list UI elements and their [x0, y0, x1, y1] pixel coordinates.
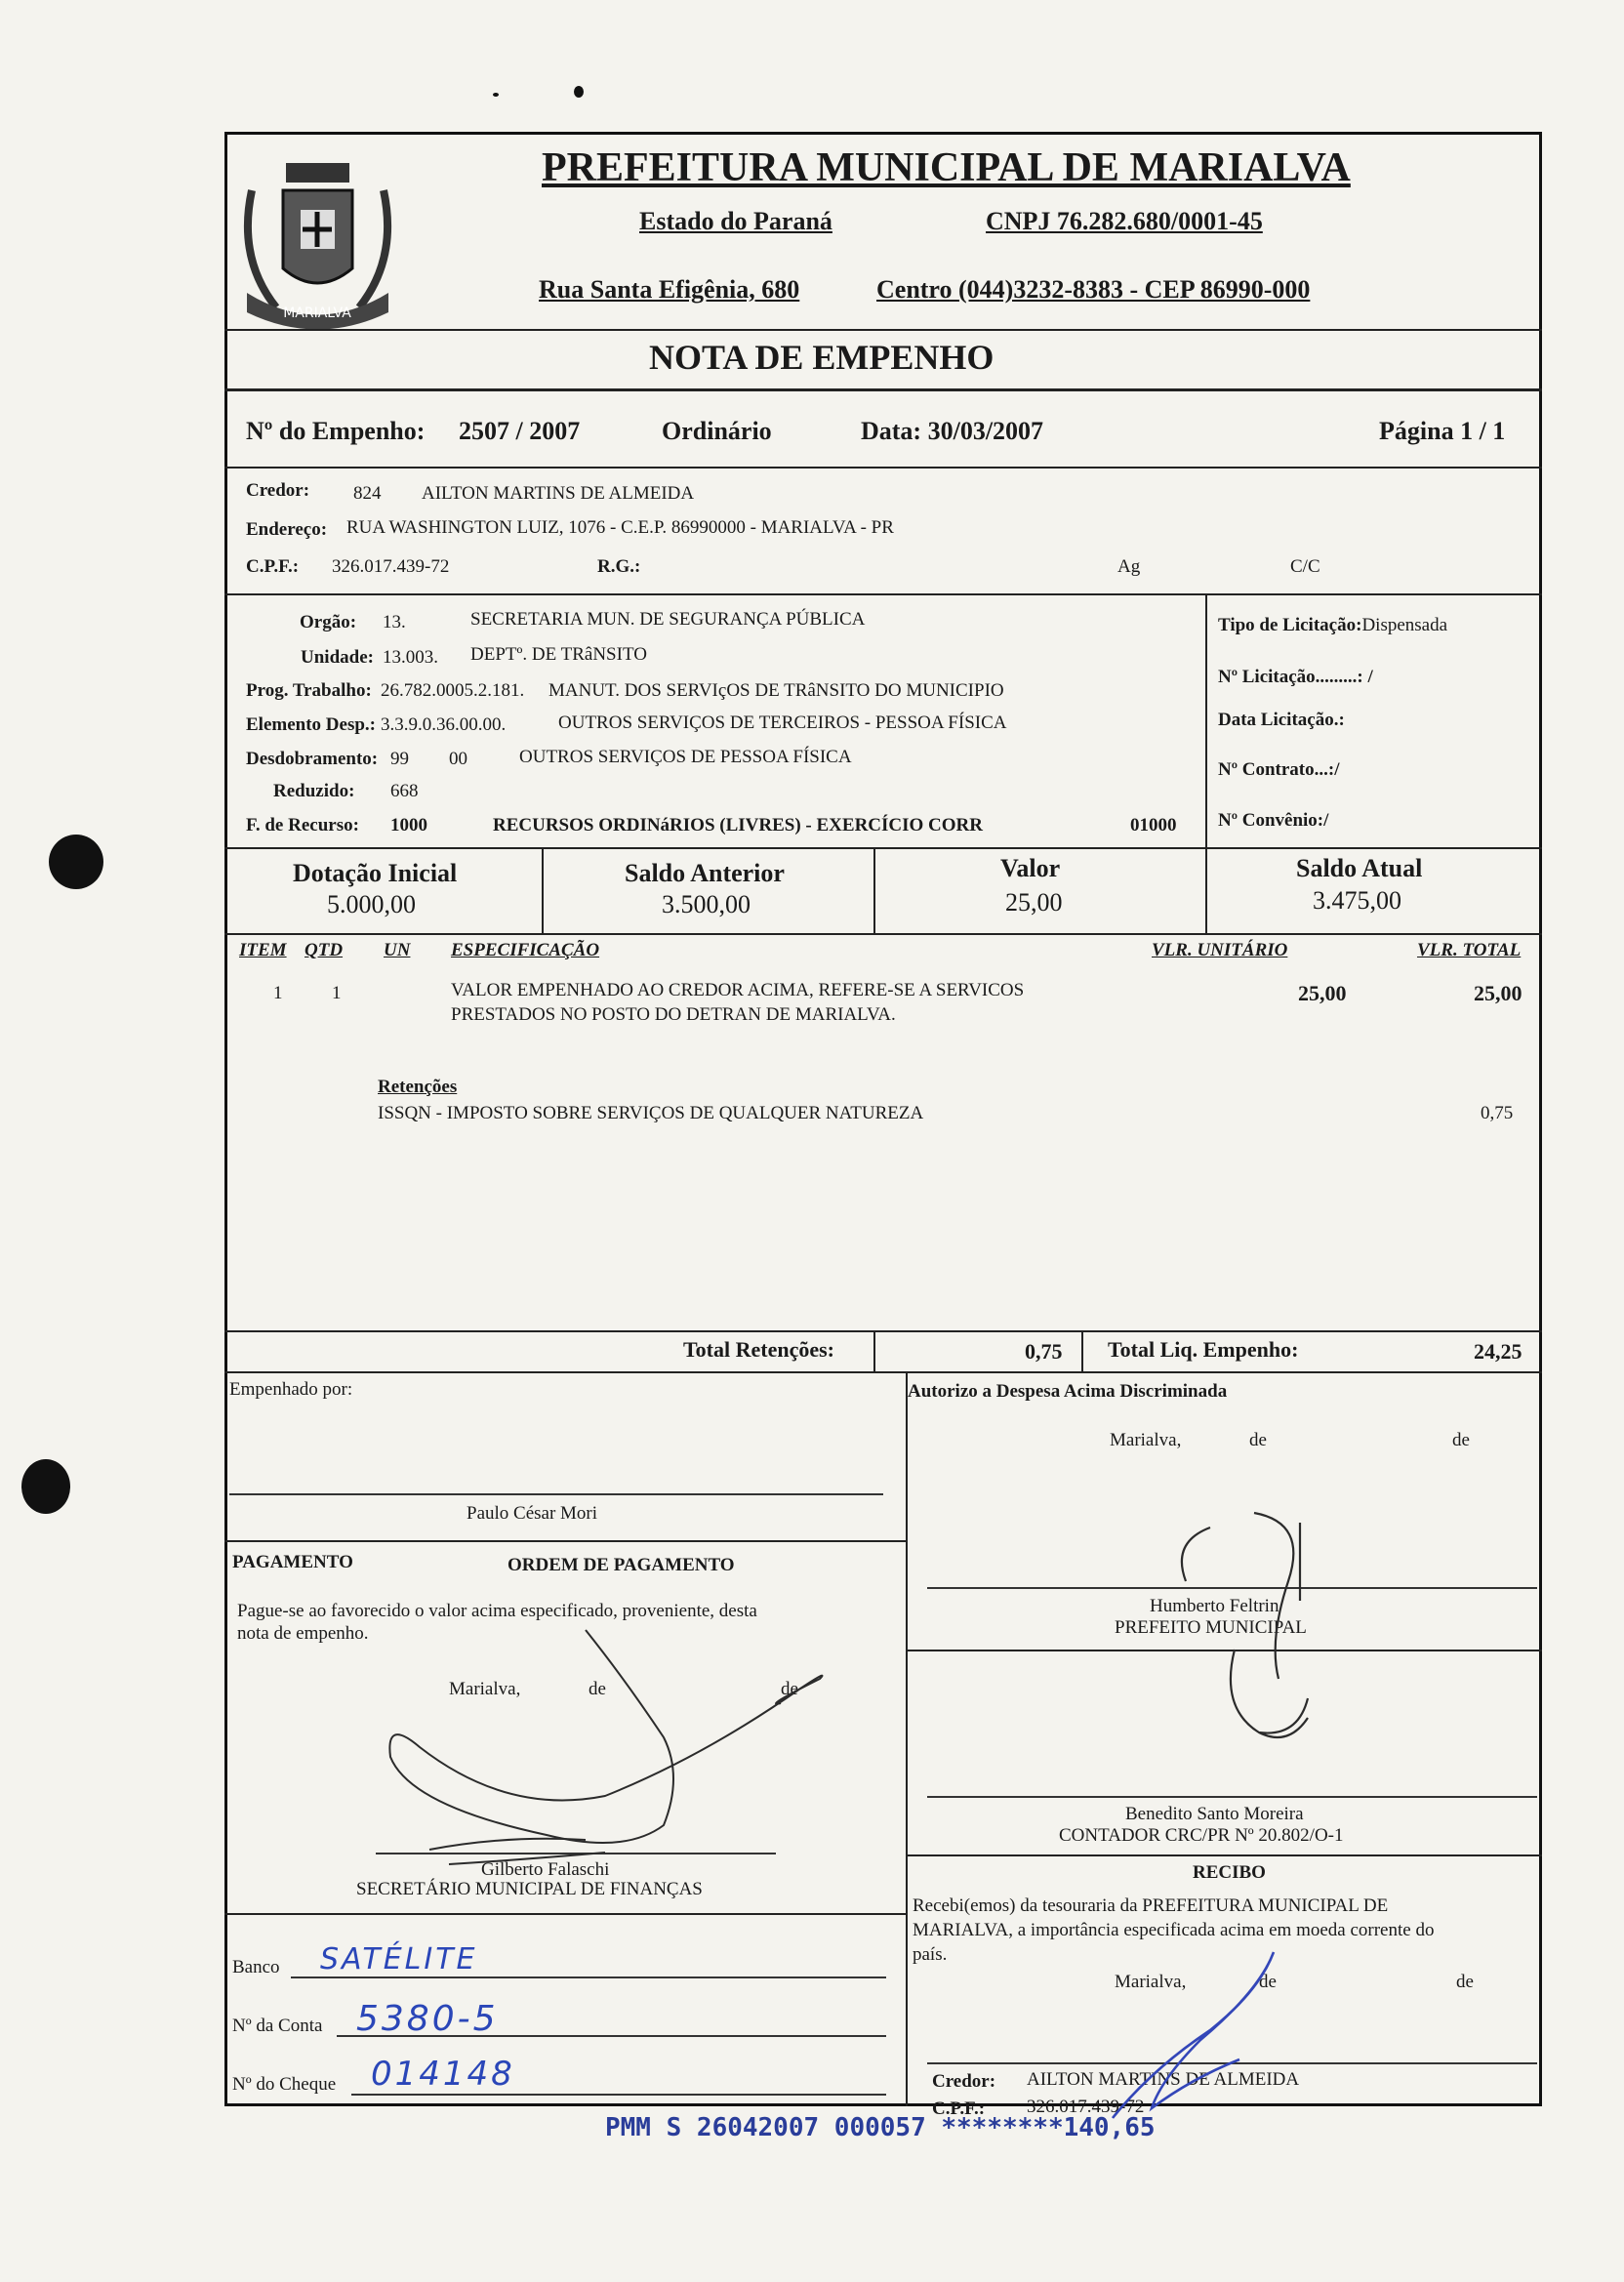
credor-cpf: 326.017.439-72 [332, 556, 450, 577]
total-retencoes-value: 0,75 [1025, 1339, 1063, 1364]
dotacao-label: Dotação Inicial [293, 859, 458, 887]
retencoes-value: 0,75 [1481, 1103, 1514, 1123]
address-contact: Centro (044)3232-8383 - CEP 86990-000 [876, 275, 1311, 304]
conta-value: 5380-5 [356, 1999, 499, 2039]
orgao-name: SECRETARIA MUN. DE SEGURANÇA PÚBLICA [470, 609, 866, 630]
empenho-number: 2507 / 2007 [459, 417, 581, 445]
valor-value: 25,00 [1005, 888, 1063, 917]
address-label: Rua Santa Efigênia, 680 [539, 275, 800, 304]
unidade-code: 13.003. [383, 647, 438, 668]
item-desc-line2: PRESTADOS NO POSTO DO DETRAN DE MARIALVA. [451, 1004, 896, 1025]
state-label: Estado do Paraná [639, 207, 832, 235]
recurso-code2: 01000 [1130, 815, 1177, 835]
autorizo-city: Marialva, [1110, 1430, 1182, 1450]
recibo-de2: de [1456, 1972, 1474, 1992]
cpf-label: C.P.F.: [246, 556, 300, 577]
col-especificacao: ESPECIFICAÇÃO [451, 940, 600, 960]
document-title: NOTA DE EMPENHO [649, 338, 995, 377]
contrato: Nº Contrato...:/ [1218, 759, 1340, 780]
col-qtd: QTD [304, 940, 344, 960]
conta-label: Nº da Conta [232, 2016, 323, 2036]
recibo-text-line3: país. [913, 1944, 948, 1965]
total-liquido-value: 24,25 [1474, 1339, 1522, 1364]
address-label-credor: Endereço: [246, 519, 328, 540]
desd-code2: 00 [449, 749, 467, 769]
pagamento-de1: de [589, 1679, 606, 1699]
col-un: UN [384, 940, 411, 960]
recibo-text-line2: MARIALVA, a importância especificada acima em moeda corrente do [913, 1920, 1435, 1940]
secretario-role: SECRETÁRIO MUNICIPAL DE FINANÇAS [356, 1879, 703, 1899]
col-vlr-unitario: VLR. UNITÁRIO [1152, 940, 1288, 960]
pagamento-label: PAGAMENTO [232, 1552, 353, 1572]
empenho-type: Ordinário [662, 417, 772, 445]
dotacao-value: 5.000,00 [327, 890, 416, 918]
recibo-city: Marialva, [1115, 1972, 1187, 1992]
contador-name: Benedito Santo Moreira [1125, 1804, 1304, 1824]
ag-label: Ag [1117, 556, 1141, 577]
credor-code: 824 [353, 483, 382, 504]
elem-code: 3.3.9.0.36.00.00. [381, 714, 507, 735]
recibo-label: RECIBO [1193, 1862, 1266, 1883]
cnpj-label: CNPJ 76.282.680/0001-45 [986, 207, 1263, 235]
empenhado-name: Paulo César Mori [467, 1503, 598, 1524]
item-qtd: 1 [332, 983, 342, 1003]
unidade-label: Unidade: [301, 647, 374, 668]
autorizo-de2: de [1452, 1430, 1470, 1450]
col-vlr-total: VLR. TOTAL [1417, 940, 1522, 960]
autorizo-de1: de [1249, 1430, 1267, 1450]
recurso-label: F. de Recurso: [246, 815, 359, 835]
reduzido-label: Reduzido: [273, 781, 355, 801]
col-item: ITEM [239, 940, 287, 960]
ordem-pagamento-label: ORDEM DE PAGAMENTO [508, 1555, 735, 1575]
elem-name: OUTROS SERVIÇOS DE TERCEIROS - PESSOA FÍSICA [558, 713, 1007, 733]
licitacao-tipo-value: Dispensada [1361, 615, 1448, 635]
page-title: PREFEITURA MUNICIPAL DE MARIALVA [542, 145, 1351, 190]
autorizo-label: Autorizo a Despesa Acima Discriminada [908, 1381, 1228, 1402]
cc-label: C/C [1290, 556, 1320, 577]
bank-stamp: PMM S 26042007 000057 ********140,65 [605, 2113, 1156, 2142]
unidade-name: DEPTº. DE TRâNSITO [470, 644, 647, 665]
total-liquido-label: Total Liq. Empenho: [1108, 1337, 1299, 1362]
desd-name: OUTROS SERVIÇOS DE PESSOA FÍSICA [519, 747, 852, 767]
prefeito-name: Humberto Feltrin [1150, 1596, 1279, 1616]
saldo-atual-value: 3.475,00 [1313, 886, 1401, 915]
saldo-anterior-label: Saldo Anterior [625, 859, 785, 887]
seal-text: MARIALVA [283, 306, 351, 321]
desd-code: 99 [390, 749, 409, 769]
secretario-name: Gilberto Falaschi [481, 1859, 610, 1880]
item-unit-value: 25,00 [1298, 981, 1347, 1005]
credor-name: AILTON MARTINS DE ALMEIDA [422, 483, 695, 504]
cheque-label: Nº do Cheque [232, 2074, 337, 2095]
retencoes-label: Retenções [378, 1077, 458, 1097]
pagamento-text-line2: nota de empenho. [237, 1623, 369, 1644]
orgao-code: 13. [383, 612, 406, 632]
recurso-code: 1000 [390, 815, 427, 835]
valor-label: Valor [1000, 854, 1061, 882]
reduzido-code: 668 [390, 781, 419, 801]
banco-value: SATÉLITE [320, 1942, 478, 1976]
prog-code: 26.782.0005.2.181. [381, 680, 525, 701]
empenhado-label: Empenhado por: [229, 1379, 353, 1400]
item-total-value: 25,00 [1474, 981, 1522, 1005]
credor-label: Credor: [246, 480, 310, 501]
licitacao-data: Data Licitação.: [1218, 710, 1345, 730]
saldo-anterior-value: 3.500,00 [662, 890, 751, 918]
rg-label: R.G.: [597, 556, 641, 577]
banco-label: Banco [232, 1957, 280, 1977]
empenho-number-label: Nº do Empenho: [246, 417, 426, 445]
recibo-credor-label: Credor: [932, 2071, 996, 2092]
retencoes-desc: ISSQN - IMPOSTO SOBRE SERVIÇOS DE QUALQUER NATUREZA [378, 1103, 924, 1123]
pagamento-text-line1: Pague-se ao favorecido o valor acima especificado, proveniente, desta [237, 1601, 757, 1621]
recibo-cpf: 326.017.439-72 [1027, 2097, 1145, 2117]
desd-label: Desdobramento: [246, 749, 379, 769]
page-number: Página 1 / 1 [1379, 417, 1506, 445]
total-retencoes-label: Total Retenções: [683, 1337, 834, 1362]
credor-address: RUA WASHINGTON LUIZ, 1076 - C.E.P. 86990000 - MARIALVA - PR [346, 517, 894, 538]
recibo-text-line1: Recebi(emos) da tesouraria da PREFEITURA MUNICIPAL DE [913, 1895, 1389, 1916]
saldo-atual-label: Saldo Atual [1296, 854, 1423, 882]
pagamento-city: Marialva, [449, 1679, 521, 1699]
prefeito-role: PREFEITO MUNICIPAL [1115, 1617, 1307, 1638]
prog-label: Prog. Trabalho: [246, 680, 372, 701]
convenio: Nº Convênio:/ [1218, 810, 1329, 831]
recurso-name: RECURSOS ORDINáRIOS (LIVRES) - EXERCÍCIO CORR [493, 815, 983, 835]
elem-label: Elemento Desp.: [246, 714, 376, 735]
licitacao-num: Nº Licitação.........: / [1218, 667, 1373, 687]
pagamento-de2: de [781, 1679, 798, 1699]
licitacao-tipo-label: Tipo de Licitação:Dispensada [1218, 615, 1448, 635]
recibo-credor-name: AILTON MARTINS DE ALMEIDA [1027, 2069, 1300, 2090]
contador-role: CONTADOR CRC/PR Nº 20.802/O-1 [1059, 1825, 1344, 1846]
empenho-date: Data: 30/03/2007 [861, 417, 1044, 445]
prog-name: MANUT. DOS SERVIçOS DE TRâNSITO DO MUNICIPIO [548, 680, 1004, 701]
item-number: 1 [273, 983, 283, 1003]
item-desc-line1: VALOR EMPENHADO AO CREDOR ACIMA, REFERE-SE A SERVICOS [451, 980, 1025, 1000]
cheque-value: 014148 [371, 2055, 515, 2094]
recibo-cpf-label: C.P.F.: [932, 2099, 986, 2119]
recibo-de1: de [1259, 1972, 1277, 1992]
orgao-label: Orgão: [300, 612, 357, 632]
